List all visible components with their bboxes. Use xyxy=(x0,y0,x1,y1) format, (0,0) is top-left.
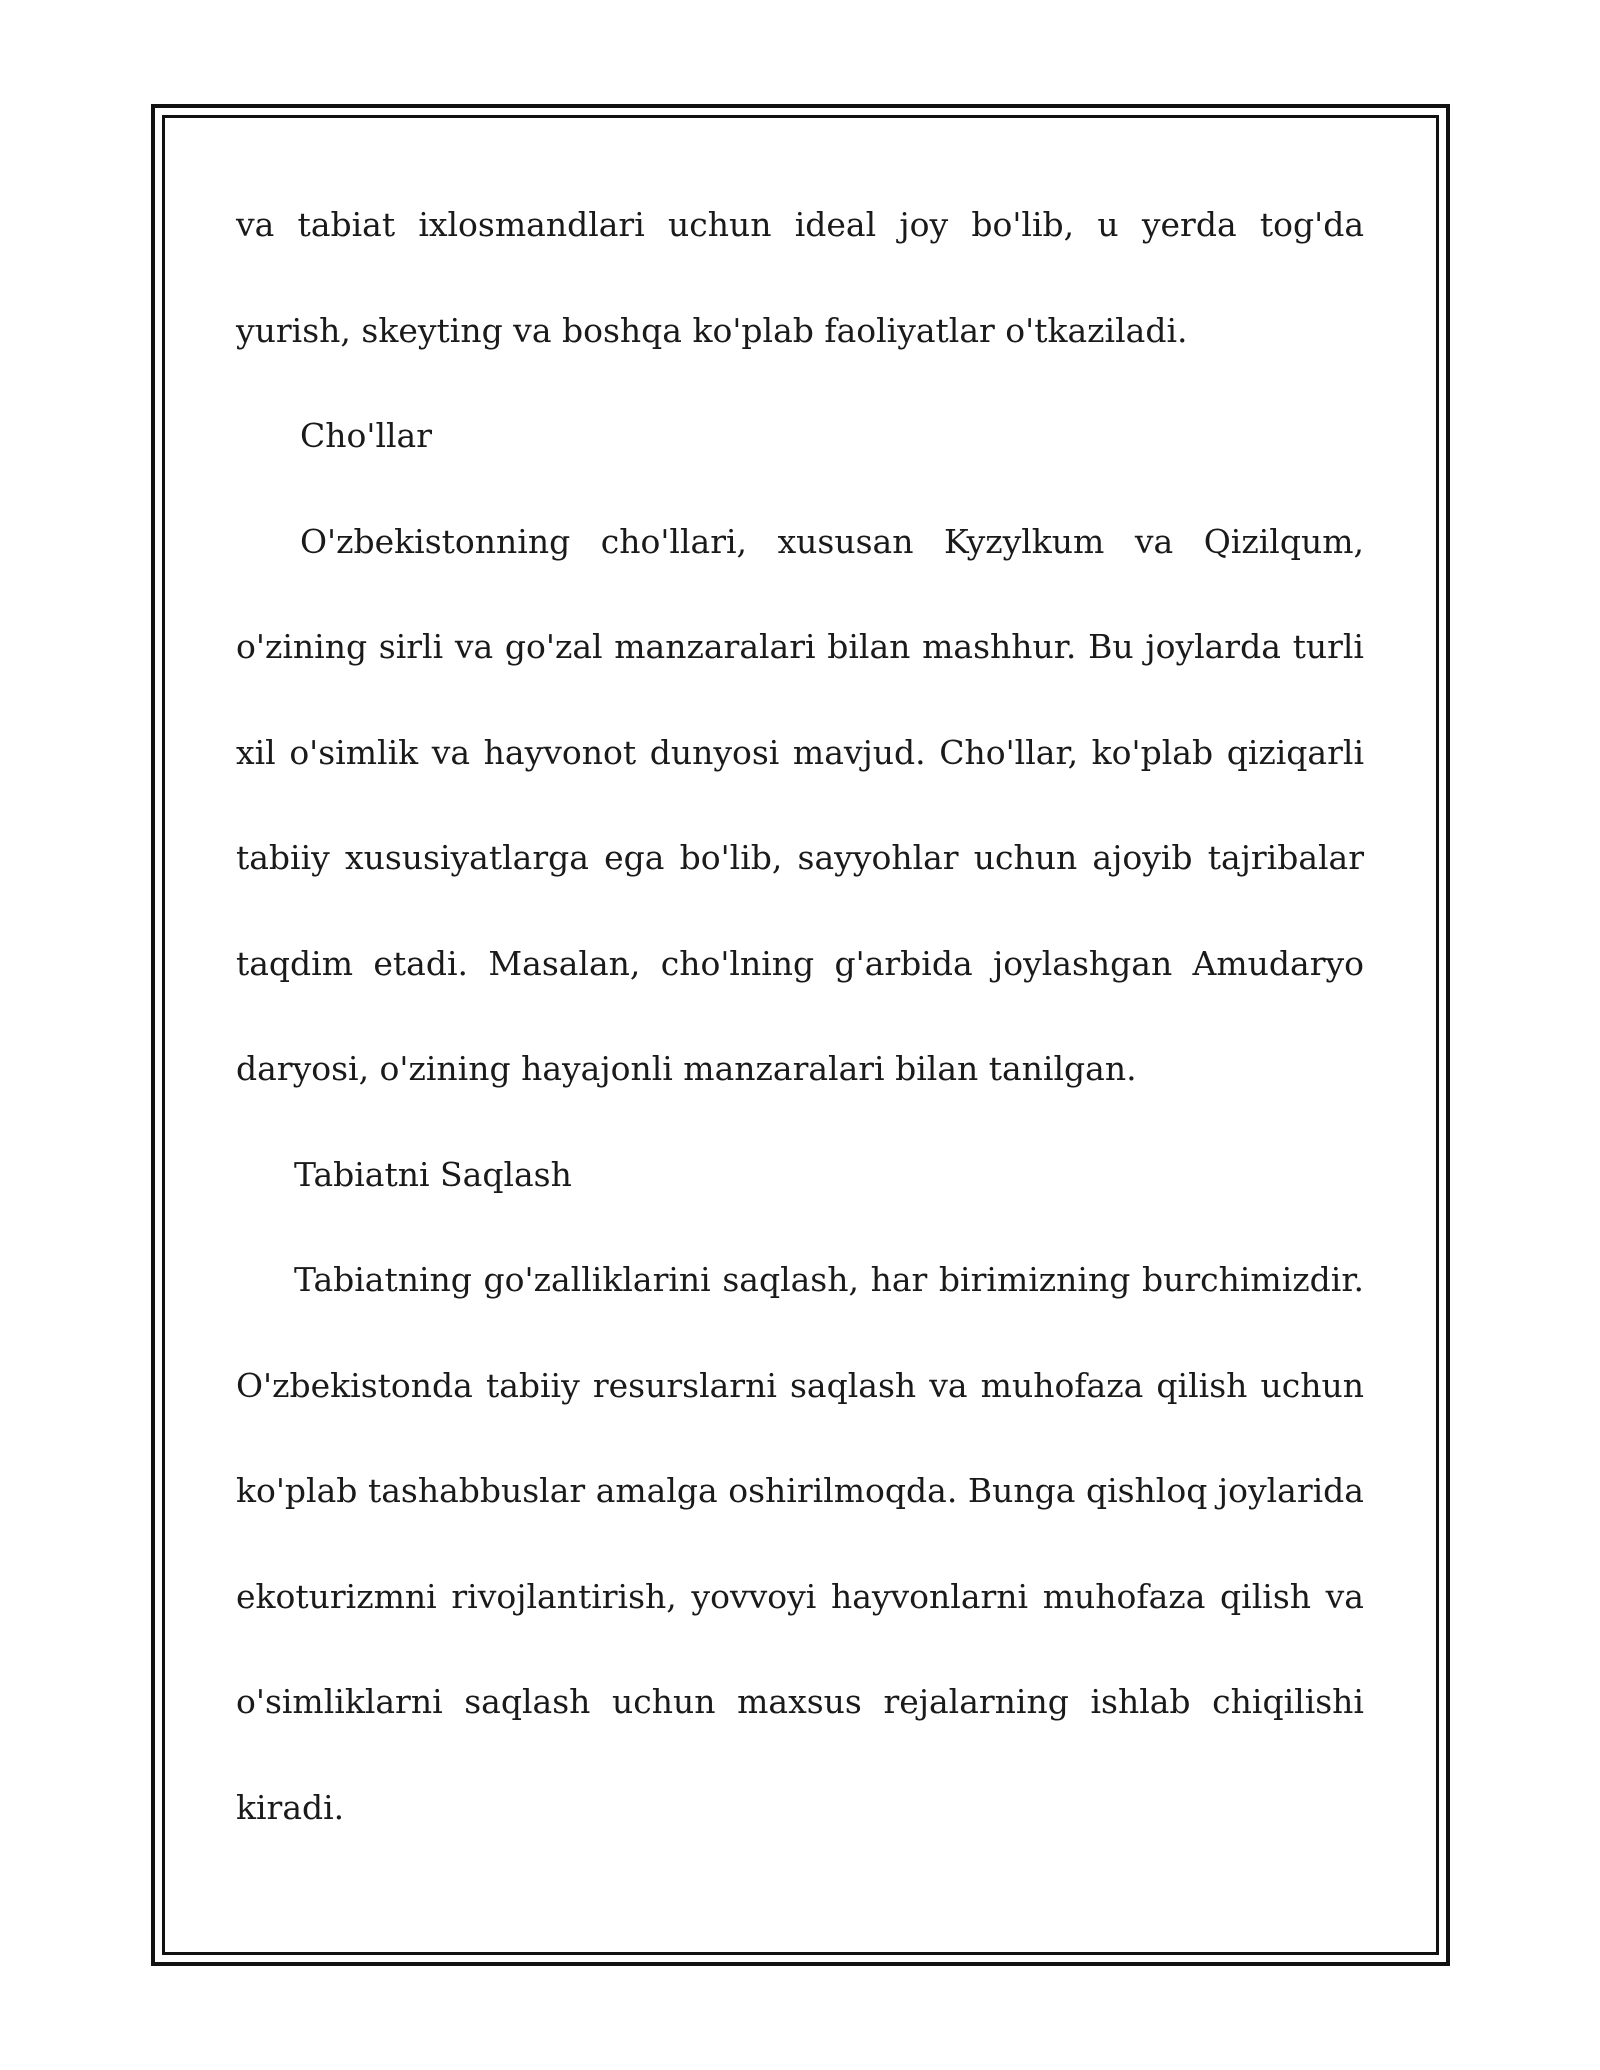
document-body xyxy=(236,172,1364,1860)
paragraph-tabiatni-saqlash: Tabiatning go'zalliklarini saqlash, har birimizning burchimizdir. O'zbekistonda tabiiy resurslarni saqlash va muhofaza qilish uchun ko'plab tashabbuslar amalga oshirilmoqda. Bunga qishloq joylarida ekoturizmni rivojlantirish, yovvoyi hayvonlarni muhofaza qilish va o'simliklarni saqlash uchun maxsus rejalarning ishlab chiqilishi kiradi. xyxy=(236,1260,1364,1827)
section-heading-chollar: Cho'llar xyxy=(300,416,432,455)
paragraph-chollar: O'zbekistonning cho'llari, xususan Kyzylkum va Qizilqum, o'zining sirli va go'zal manzaralari bilan mashhur. Bu joylarda turli xil o'simlik va hayvonot dunyosi mavjud. Cho'llar, ko'plab qiziqarli tabiiy xususiyatlarga ega bo'lib, sayyohlar uchun ajoyib tajribalar taqdim etadi. Masalan, cho'lning g'arbida joylashgan Amudaryo daryosi, o'zining hayajonli manzaralari bilan tanilgan. xyxy=(236,521,1364,1088)
section-heading-tabiatni-saqlash: Tabiatni Saqlash xyxy=(294,1154,572,1194)
continuation-paragraph: va tabiat ixlosmandlari uchun ideal joy bo'lib, u yerda tog'da yurish, skeyting va boshqa ko'plab faoliyatlar o'tkaziladi. xyxy=(236,205,1364,350)
